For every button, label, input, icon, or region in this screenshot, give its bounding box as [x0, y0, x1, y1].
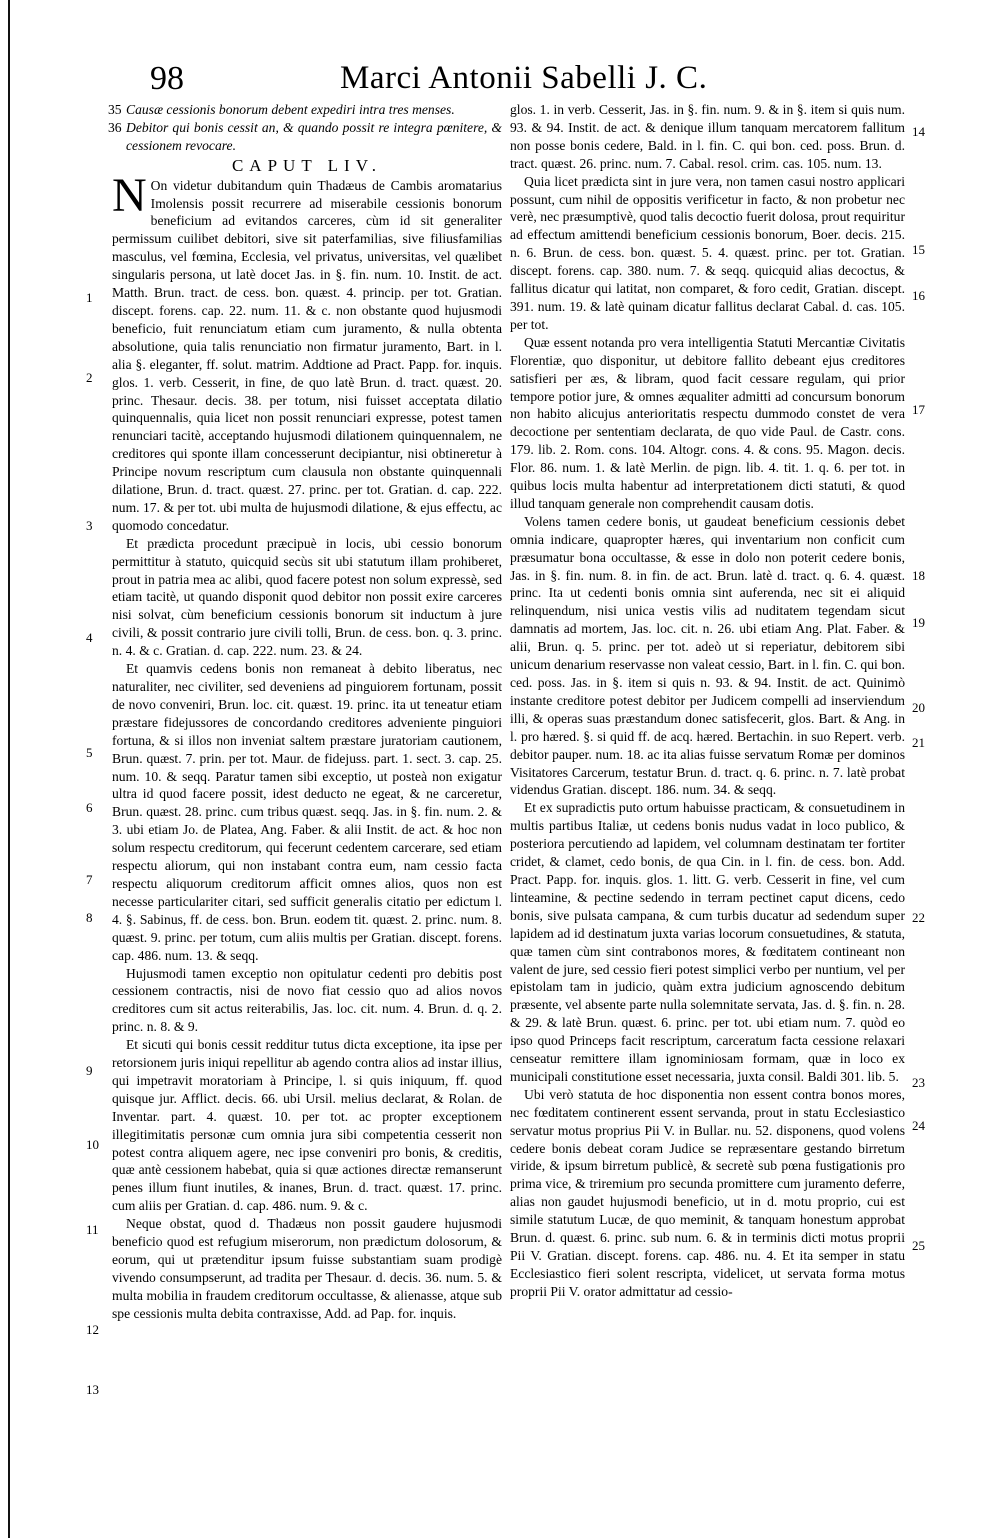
- margin-number: 7: [86, 872, 93, 887]
- margin-number: 1: [86, 290, 93, 305]
- left-border-rule: [8, 0, 10, 1538]
- paragraph: Quia licet prædicta sint in jure vera, non tamen casui nostro applicari possunt, cum nihil de oppositis verificetur in facto, & non probetur nec verè, nec præsumptivè, quod talis decoctio fuerit dolosa, prout requiritur ad effectum amittendi beneficium cessionis bonorum, Boer. decis. 215. n. 6. Brun. de cess. bon. quæst. 5. 4. quæst. princ. per tot. Gratian. discept. forens. cap. 380. num. 7. & seqq. quicquid alias decoctus, & fallitus dicatur qui latitat, non comparet, & foro cedit, Gratian. discept. 391. num. 19. & latè quinam dicatur fallitus declarat Cabal. d. cas. 105. per tot.: [510, 173, 905, 332]
- page-header: [150, 60, 890, 100]
- summary-number: 36: [108, 119, 122, 135]
- margin-number: 8: [86, 910, 93, 925]
- left-column: [108, 101, 502, 1323]
- summary-item: [108, 119, 502, 155]
- paragraph: glos. 1. in verb. Cesserit, Jas. in §. fin. num. 9. & in §. item si quis num. 93. & 94. Instit. de act. & denique illum tanquam mercatorem fallitum non posse bonis cedere, Bald. in l. fin. C. qui bon. ced. poss. Brun. d. tract. quæst. 26. princ. num. 7. Cabal. resol. crim. cas. 105. num. 13.: [510, 102, 905, 171]
- summary-text: Debitor qui bonis cessit an, & quando possit re integra pœnitere, & cessionem revocare.: [126, 119, 502, 153]
- margin-number: 5: [86, 745, 93, 760]
- right-column: [510, 101, 905, 1301]
- margin-number: 11: [86, 1222, 99, 1237]
- summary-item: [108, 101, 502, 119]
- summary-list: [108, 101, 502, 155]
- paragraph: Et sicuti qui bonis cessit redditur tutus dicta exceptione, ita ipse per retorsionem juris iniqui repellitur ab agendo contra alios ad instar illius, qui impetravit moratoriam à Principe, l. si quis iniquum, ff. quod quisque jur. Afflict. decis. 66. ubi Ursil. melius declarat, & Rolan. de Inventar. part. 4. quæst. 10. per tot. ac propter exceptionem illegitimitatis personæ cum omnia jura sibi competentia cesserit non potest contra aliquem agere, nec ipse conveniri pro bonis, & creditis, quæ antè cessionem habebat, quia si quæ actiones directæ remanserunt penes illum fiunt inutiles, & inanes, Brun. d. tract. quæst. 17. princ. cum aliis per Gratian. d. cap. 486. num. 9. & c.: [112, 1037, 502, 1214]
- margin-number: 19: [912, 615, 925, 630]
- margin-number: 17: [912, 402, 925, 417]
- margin-number: 18: [912, 568, 925, 583]
- margin-number: 25: [912, 1238, 925, 1253]
- paragraph: Hujusmodi tamen exceptio non opitulatur cedenti pro debitis post cessionem contractis, nisi de novo fiat cessio quo ad alios novos creditores cum sit actus reiterabilis, Jas. loc. cit. num. 4. Brun. d. q. 2. princ. n. 8. & 9.: [112, 965, 502, 1035]
- summary-text: Causæ cessionis bonorum debent expediri intra tres menses.: [126, 102, 455, 117]
- margin-number: 21: [912, 735, 925, 750]
- paragraph-text: On videtur dubitandum quin Thadæus de Cambis aromatarius Imolensis possit recurrere ad miserabile cessionis bonorum beneficium ad evitandos carceres, cùm id sit generaliter permissum cuilibet debitori, sive sit paterfamilias, sive filiusfamilias masculus, vel fœmina, Ecclesia, vel privatus, universitas, vel quælibet singularis persona, ut latè docet Jas. in §. fin. num. 10. Instit. de act. Matth. Brun. tract. de cess. bon. quæst. 4. princip. per tot. Gratian. discept. forens. cap. 22. num. 11. & c. non obstante quod hujusmodi beneficio, fuit renunciatum etiam cum juramento, & nulla obtenta absolutione, quia talis renunciatio non firmatur juramento, Bart. in l. alia §. eleganter, ff. solut. matrim. Addtione ad Pract. Papp. for. inquis. glos. 1. verb. Cesserit, in fine, de quo latè Brun. d. tract. quæst. 20. princ. Thesaur. decis. 38. per totum, nisi fuisset acceptata dilatio quinquennalis, quia licet non possit renunciari expresse, potest tamen renunciari tacitè, acceptando hujusmodi dilationem quinquennalem, ne creditores qui sponte illam concesserunt decipiantur, nisi obtineretur à Principe novum rescriptum cum clausula non obstante quinquennali dilatione, Brun. d. tract. quæst. 27. princ. per tot. Gratian. d. cap. 222. num. 17. & per tot. ubi multa de hujusmodi dilatione, & ejus effectu, ac quomodo concedatur.: [112, 177, 502, 533]
- margin-number: 22: [912, 910, 925, 925]
- margin-number: 23: [912, 1075, 925, 1090]
- drop-capital: N: [112, 168, 147, 222]
- paragraph: Et ex supradictis puto ortum habuisse practicam, & consuetudinem in multis partibus Italiæ, ut cedens bonis nudus vadat in loco publico, & posteriora percutiendo ad lapidem, vel columnam destinatam ter fortiter cridet, & clamet, cedo bonis, de qua Cin. in l. fin. de cess. bon. Add. Pract. Papp. for. inquis. glos. 1. litt. G. verb. Cesserit in fine, vel cum linteamine, & pectine sedendo in terram pectinet caput dicens, cedo bonis, sive pulsata campana, & cum turbis ducatur ad sedendum super lapidem ad id destinatum juxta varias locorum consuetudines, & statuta, quæ tamen cùm sint contrabonos mores, & fœditatem contineant non valent de jure, sed cessio fieri potest simplici verbo per nuntium, vel per epistolam tam in judicio, quàm extra judicium agnoscendo debitum præsente, vel absente parte nulla solemnitate servata, Jas. d. §. fin. n. 28. & 29. & latè Brun. quæst. 6. princ. per tot. ubi etiam num. 7. quòd eo ipso quod Princeps facit rescriptum, carceratum facta cessione relaxari censeatur remittere illam ignominiosam formam, quæ in loco ex municipali constitutione esset necessaria, juxta consil. Baldi 301. lib. 5.: [510, 800, 905, 1084]
- margin-number: 4: [86, 630, 93, 645]
- margin-number: 3: [86, 518, 93, 533]
- paragraph: Et quamvis cedens bonis non remaneat à debito liberatus, nec naturaliter, nec civiliter, sed deveniens ad pinguiorem fortunam, possit de novo conveniri, Brun. loc. cit. quæst. 19. princ. ita ut teneatur etiam præstare fidejussores de concordando creditores adveniente pinguiori fortuna, & si illos non inveniat saltem præstare juratoriam cautionem, Brun. quæst. 7. prin. per tot. Maur. de fidejuss. part. 1. sect. 3. cap. 25. num. 10. & seqq. Paratur tamen sibi exceptio, ut posteà non exigatur ultra id quod facere possit, idest deducto ne egeat, & ne carceretur, Brun. quæst. 28. princ. cum tribus quæst. seqq. Jas. in §. fin. num. 2. & 3. ubi etiam Jo. de Platea, Ang. Faber. & alii Instit. de act. & hoc non solum respectu creditorum, qui fecerunt cedentem carcerare, sed etiam respectu aliorum, qui non instabant contra eum, nam cessio facta respectu aliquorum creditorum afficit omnes alios, quos non est necesse particulariter citari, sed sufficit generalis citatio per edictum l. 4. §. Sabinus, ff. de cess. bon. Brun. eodem tit. quæst. 2. princ. num. 8. quæst. 9. princ. per totum, cum aliis multis per Gratian. discept. forens. cap. 486. num. 13. & seqq.: [112, 661, 502, 963]
- paragraph: Quæ essent notanda pro vera intelligentia Statuti Mercantiæ Civitatis Florentiæ, quo disponitur, ut debitore fallito debeant ejus creditores satisfieri per æs, & libram, quod facit cessare regulam, qui prior tempore potior jure, & omnes æqualiter admitti ad concursum bonorum non habito alicujus anterioritatis respectu dummodo constet de vera decoctione per sententiam declarata, de quo vide Paul. de Castr. cons. 179. lib. 2. Rom. cons. 104. Altogr. cons. 4. & cons. 95. Magon. decis. Flor. 86. num. 1. & latè Merlin. de pign. lib. 4. tit. 1. q. 6. per tot. in quibus locis multa habentur ad interpretationem dicti statuti, & quod illud tanquam generale non comprehendit causam dotis.: [510, 334, 905, 511]
- chapter-title: CAPUT LIV.: [231, 155, 383, 175]
- margin-number: 9: [86, 1063, 93, 1078]
- margin-number: 14: [912, 124, 925, 139]
- margin-number: 13: [86, 1382, 99, 1397]
- paragraph: [112, 168, 502, 535]
- paragraph: Neque obstat, quod d. Thadæus non possit gaudere hujusmodi beneficio quod est refugium miserorum, non prædictum dolosorum, & eorum, qui ut prætenditur ipsum fuisse substantiam suam prodigè vivendo consumpserunt, ad tradita per Thesaur. d. decis. 36. num. 5. & multa mobilia in fraudem creditorum occultasse, & alienasse, atque sub spe cessionis multa debita contraxisse, Add. ad Pap. for. inquis.: [112, 1216, 502, 1321]
- margin-number: 6: [86, 800, 93, 815]
- margin-number: 24: [912, 1118, 925, 1133]
- margin-number: 16: [912, 288, 925, 303]
- paragraph: Et prædicta procedunt præcipuè in locis, ubi cessio bonorum permittitur à statuto, quicquid secùs sit ubi statutum illam prohiberet, prout in patria mea ac alibi, quod facere potest non solum expressè, sed etiam tacitè, ut quando disponit quod debitor non possit exire carceres nisi solvat, cùm beneficium cessionis bonorum sit inductum à jure civili, & possit contrario jure civili tolli, Brun. de cess. bon. q. 3. princ. n. 4. & c. Gratian. d. cap. 222. num. 23. & 24.: [112, 535, 502, 659]
- margin-number: 2: [86, 370, 93, 385]
- paragraph: Ubi verò statuta de hoc disponentia non essent contra bonos mores, nec fœditatem continerent essent servanda, prout in statu Ecclesiastico servatur motus proprius Pii V. in Bullar. nu. 52. disponens, quod volens cedere bonis debeat coram Judice se repræsentare gestando birretum viride, & ipsum birretum publicè, & secretè sub pœna fustigationis pro prima vice, & triremium pro secunda promittere cum juramento deferre, alias non gaudet hujusmodi beneficio, ut in d. motu proprio, cui est simile statutum Lucæ, de quo meminit, & tanquam honestum approbat Brun. d. quæst. 6. princ. sub num. 6. & in terminis dicti motus proprii Pii V. Gratian. discept. forens. cap. 486. nu. 4. Et ita semper in statu Ecclesiastico fieri solent rescripta, videlicet, ut servata forma motus proprii Pii V. orator admittatur ad cessio-: [510, 1086, 905, 1299]
- margin-number: 12: [86, 1322, 99, 1337]
- margin-number: 20: [912, 700, 925, 715]
- margin-number: 15: [912, 242, 925, 257]
- running-title: Marci Antonii Sabelli J. C.: [340, 60, 708, 96]
- margin-number: 10: [86, 1137, 99, 1152]
- summary-number: 35: [108, 102, 122, 117]
- page-number: 98: [150, 60, 184, 97]
- paragraph: Volens tamen cedere bonis, ut gaudeat beneficium cessionis debet omnia indicare, quapropter hæres, qui inventarium non conficit cum præsumatur bona occultasse, & esse in dolo non poterit cedere bonis, Jas. in §. fin. num. 8. in fin. de act. Brun. latè d. tract. q. 6. 4. quæst. princ. Ita ut cedenti bonis omnia sint auferenda, nec sit ei aliquid relinquendum, nisi unica vestis vilis ad nuditatem tegendam sicut damnatis ad mortem, Jas. loc. cit. n. 26. ubi etiam Ang. Plat. Faber. & alii, Brun. q. 5. princ. per tot. adeò ut si reperiatur, debitorem sibi unicum denarium reservasse non valeat cessio, Bart. in l. fin. C. qui bon. ced. poss. Jas. in §. item si quis n. 93. & 94. Instit. de act. Quinimò instante creditore potest debitor per Judicem compelli ad inserviendum illi, & operas suas præstandum donec satisfecerit, glos. Bart. & Ang. in l. pro hæred. §. si quid ff. de acq. hæred. Bertachin. in suo Repert. verb. debitor pauper. num. 18. ac ita alias fuisse servatum Romæ per dominos Visitatores Carcerum, testatur Brun. d. tract. q. 6. princ. n. 7. latè probat videndus Gratian. discept. 186. num. 34. & seqq.: [510, 513, 905, 798]
